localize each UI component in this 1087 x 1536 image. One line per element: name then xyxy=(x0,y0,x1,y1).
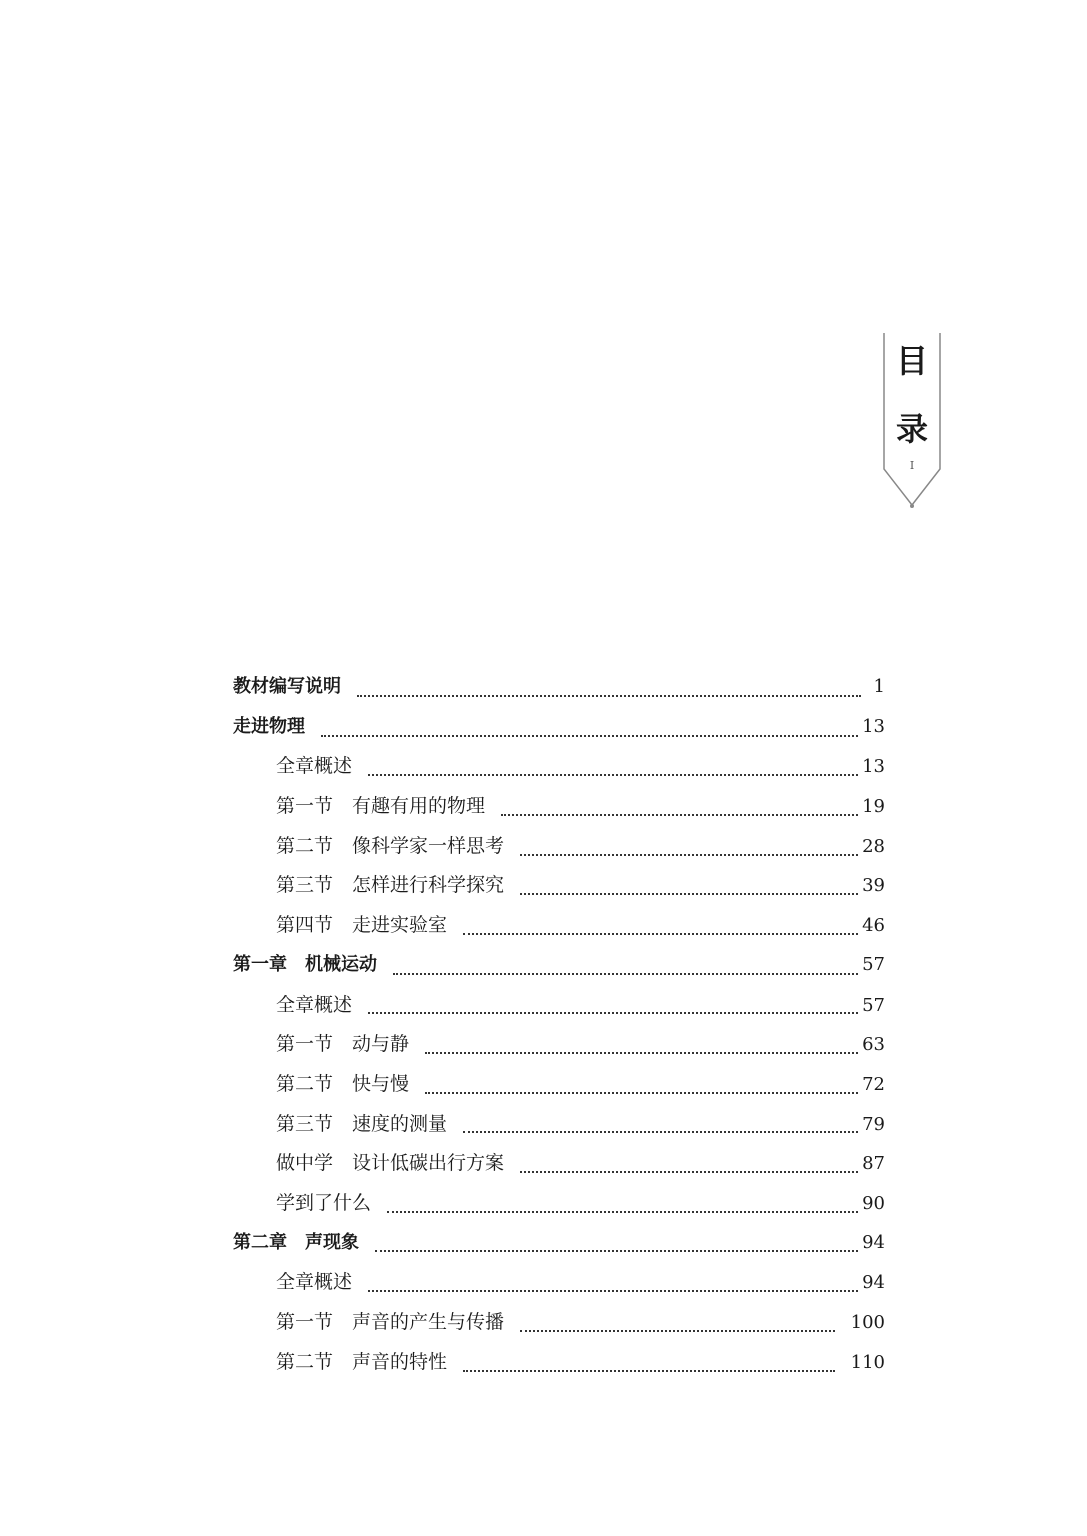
toc-section-entry[interactable] xyxy=(233,1267,885,1307)
toc-page-number: 79 xyxy=(862,1113,885,1135)
toc-entry-label: 教材编写说明 xyxy=(233,676,341,697)
toc-section-entry[interactable] xyxy=(233,1307,885,1347)
toc-page-number: 72 xyxy=(862,1073,885,1095)
toc-entry-label: 第三节 速度的测量 xyxy=(276,1112,448,1135)
toc-section-entry[interactable] xyxy=(233,1109,885,1149)
dot-leader xyxy=(321,735,858,737)
toc-chapter-entry[interactable] xyxy=(233,950,885,990)
toc-entry-label: 第一章 机械运动 xyxy=(233,953,377,975)
dot-leader xyxy=(501,814,858,816)
title-char-mu: 目 xyxy=(895,342,928,380)
toc-section-entry[interactable] xyxy=(233,990,885,1030)
toc-section-entry[interactable] xyxy=(233,1188,885,1228)
table-of-contents xyxy=(233,672,885,1386)
toc-page-number: 57 xyxy=(862,994,885,1016)
toc-entry-label: 走进物理 xyxy=(233,715,305,737)
dot-leader xyxy=(375,1250,858,1252)
toc-page-number: 19 xyxy=(862,796,885,818)
toc-entry-label: 全章概述 xyxy=(276,1271,353,1294)
toc-entry-label: 第一节 声音的产生与传播 xyxy=(276,1311,505,1333)
title-char-lu: 录 xyxy=(895,410,928,448)
toc-section-entry[interactable] xyxy=(233,1347,885,1387)
dot-leader xyxy=(357,695,861,697)
dot-leader xyxy=(520,1171,858,1173)
toc-section-entry[interactable] xyxy=(233,1148,885,1188)
toc-section-entry[interactable] xyxy=(233,831,885,871)
toc-page-number: 100 xyxy=(850,1312,885,1333)
toc-section-entry[interactable] xyxy=(233,910,885,950)
dot-leader xyxy=(425,1092,858,1094)
toc-page-number: 110 xyxy=(850,1351,885,1373)
dot-leader xyxy=(520,893,858,895)
toc-page-number: 94 xyxy=(862,1272,885,1294)
toc-entry-label: 第二节 快与慢 xyxy=(276,1072,410,1095)
dot-leader xyxy=(463,1370,835,1372)
dot-leader xyxy=(463,1131,858,1133)
toc-section-entry[interactable] xyxy=(233,791,885,831)
toc-entry-label: 第四节 走进实验室 xyxy=(276,914,448,937)
toc-section-entry[interactable] xyxy=(233,1069,885,1109)
dot-leader xyxy=(463,933,858,935)
dot-leader xyxy=(368,1012,858,1014)
dot-leader xyxy=(368,1290,858,1292)
toc-title-tab xyxy=(883,333,943,513)
toc-page-number: 13 xyxy=(862,715,885,737)
toc-section-entry[interactable] xyxy=(233,870,885,910)
page-number-roman: I xyxy=(909,459,915,472)
toc-entry-label: 全章概述 xyxy=(276,993,353,1016)
toc-page-number: 13 xyxy=(862,756,885,778)
dot-leader xyxy=(368,774,858,776)
toc-entry-label: 第一节 动与静 xyxy=(276,1033,410,1056)
toc-page-number: 28 xyxy=(862,835,885,857)
toc-section-entry[interactable] xyxy=(233,751,885,791)
dot-leader xyxy=(387,1211,858,1213)
dot-leader xyxy=(425,1052,858,1054)
toc-entry-label: 第三节 怎样进行科学探究 xyxy=(276,874,505,897)
dot-leader xyxy=(393,973,858,975)
toc-section-entry[interactable] xyxy=(233,1029,885,1069)
toc-entry-label: 做中学 设计低碳出行方案 xyxy=(276,1152,505,1175)
toc-entry-label: 第二节 声音的特性 xyxy=(276,1350,448,1373)
toc-entry-label: 第一节 有趣有用的物理 xyxy=(276,795,486,818)
toc-page-number: 87 xyxy=(862,1153,885,1175)
toc-chapter-entry[interactable] xyxy=(233,672,885,712)
toc-page-number: 39 xyxy=(862,875,885,897)
toc-page-number: 46 xyxy=(862,915,885,937)
toc-entry-label: 第二章 声现象 xyxy=(233,1231,359,1253)
toc-chapter-entry[interactable] xyxy=(233,1228,885,1268)
dot-leader xyxy=(520,1330,835,1332)
toc-page-number: 57 xyxy=(862,953,885,975)
toc-page-number: 90 xyxy=(862,1192,885,1214)
toc-entry-label: 全章概述 xyxy=(276,755,353,778)
toc-page-number: 94 xyxy=(862,1231,885,1253)
toc-page-number: 1 xyxy=(873,676,885,697)
toc-entry-label: 第二节 像科学家一样思考 xyxy=(276,834,505,857)
dot-leader xyxy=(520,854,858,856)
toc-chapter-entry[interactable] xyxy=(233,712,885,752)
toc-page-number: 63 xyxy=(862,1034,885,1056)
toc-entry-label: 学到了什么 xyxy=(276,1191,372,1214)
